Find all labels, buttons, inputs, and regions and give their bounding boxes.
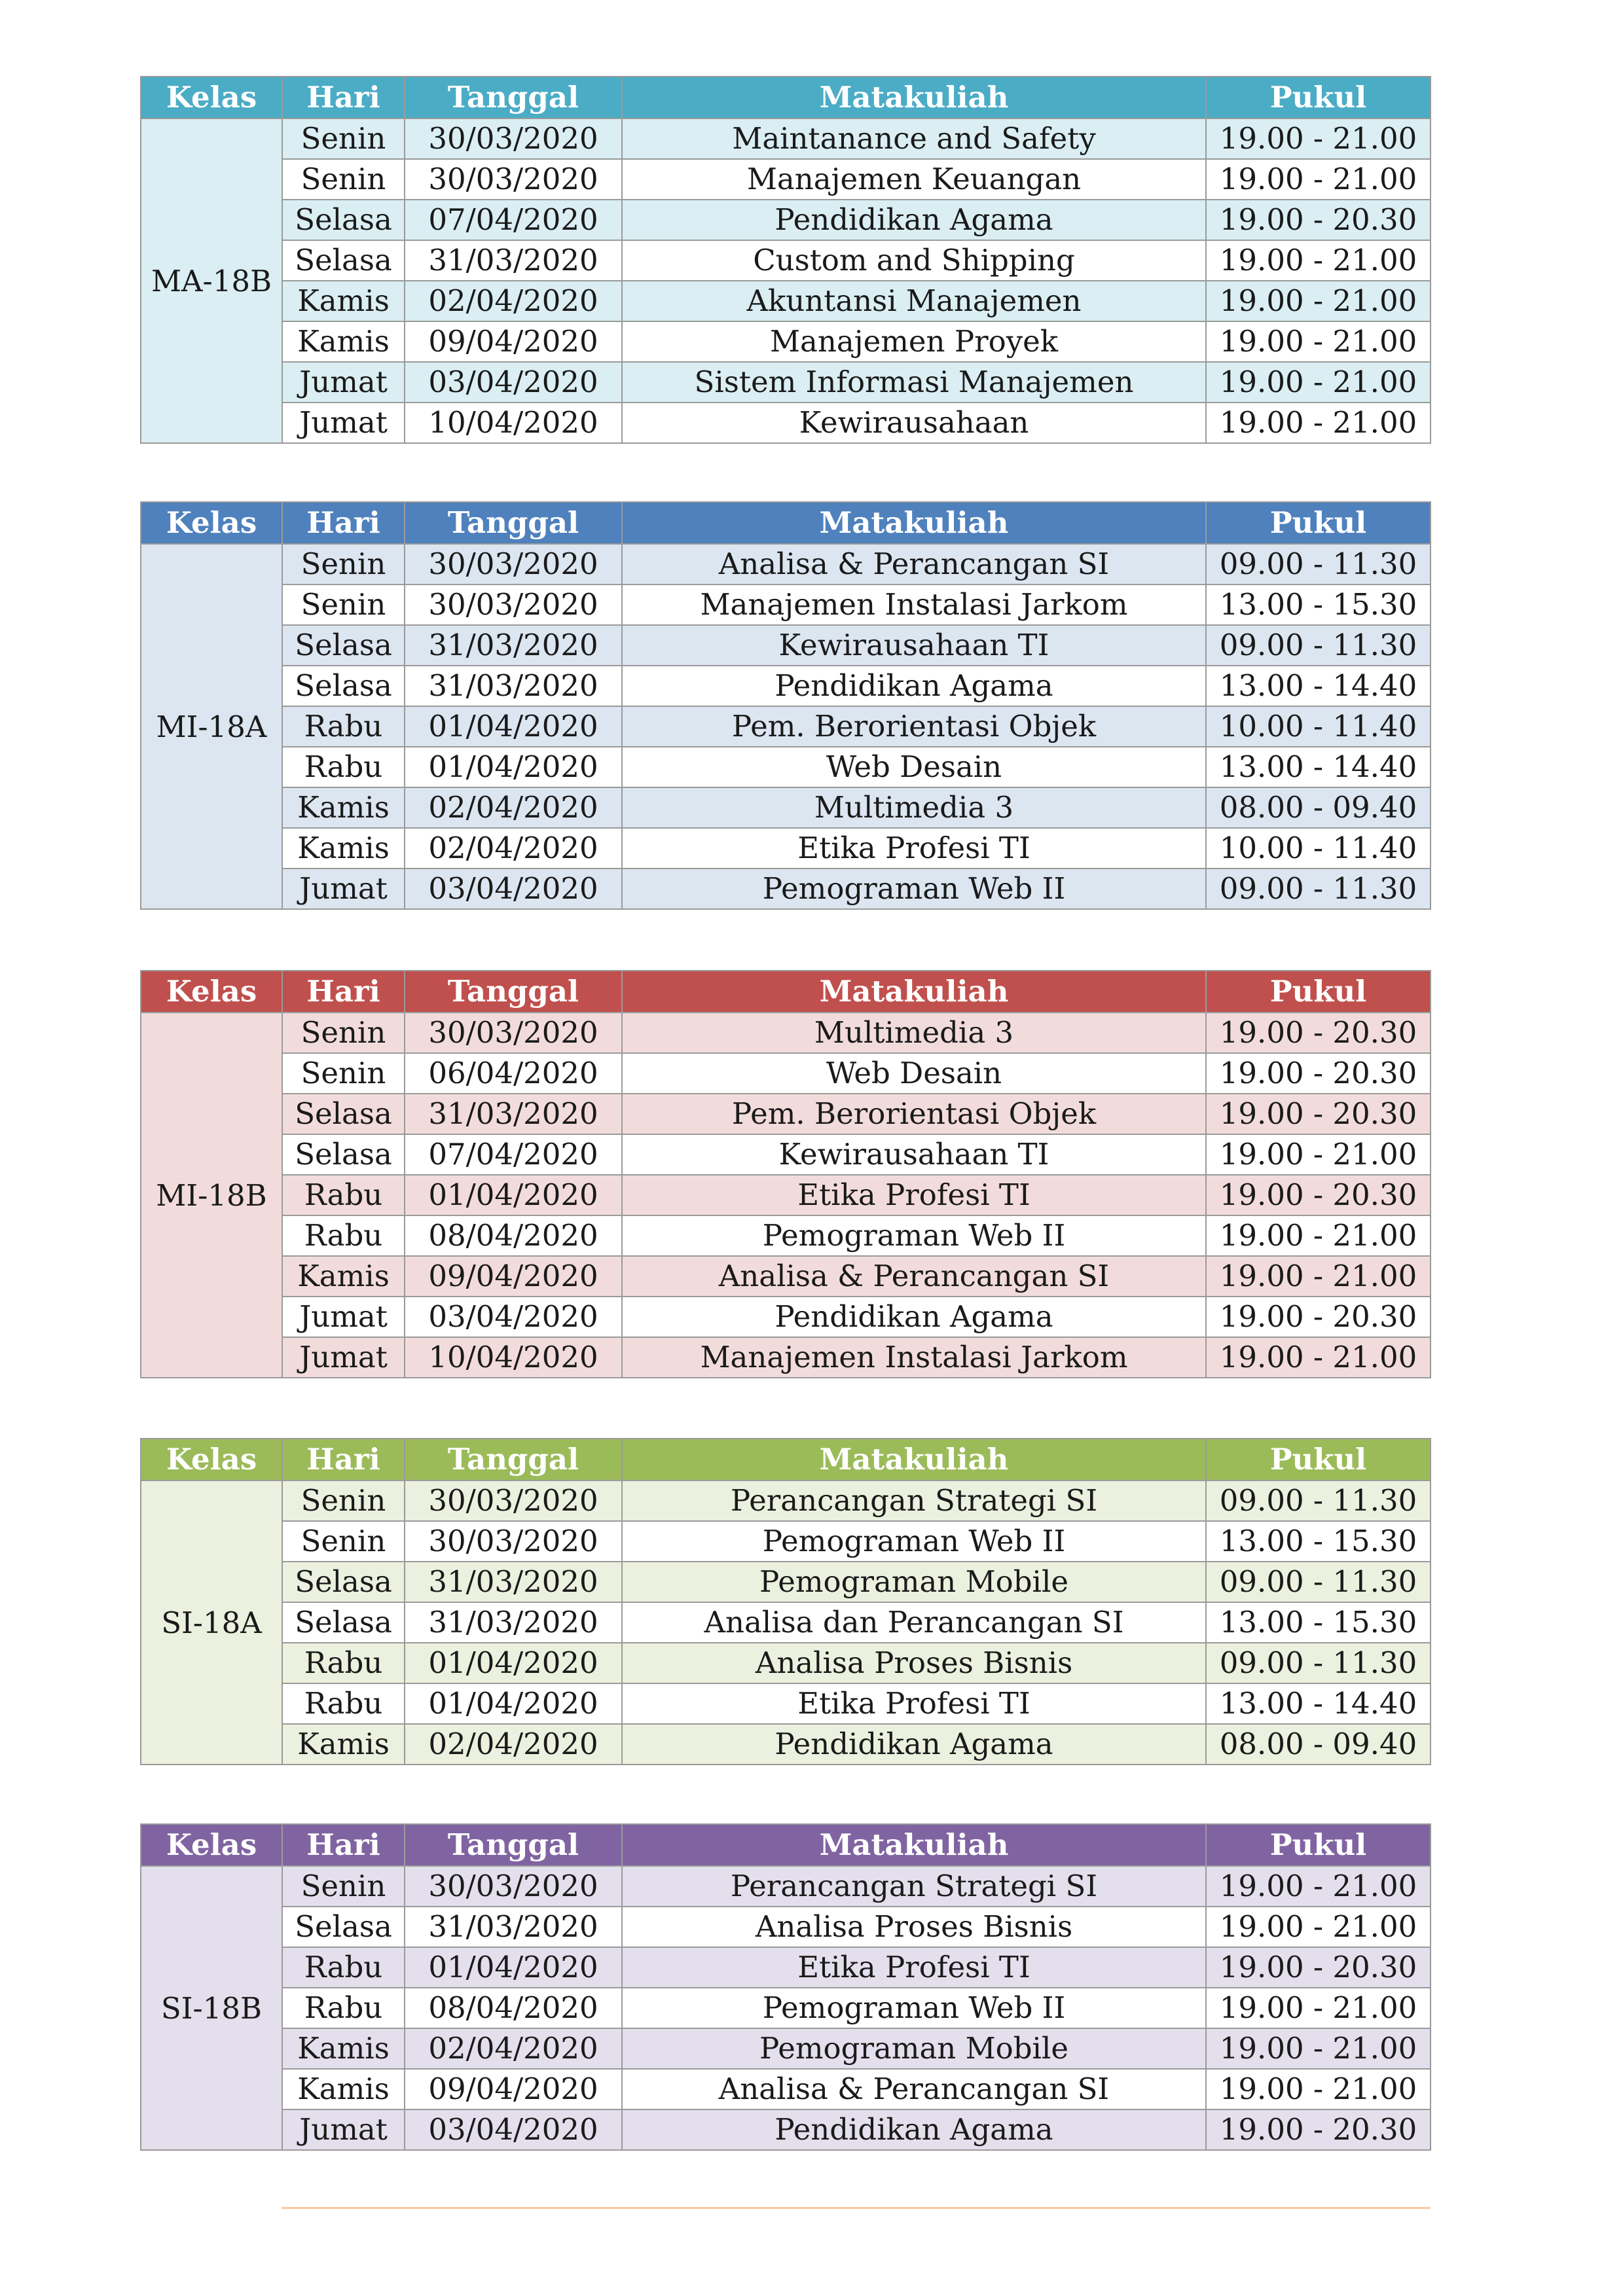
tanggal-cell: 30/03/2020	[405, 584, 622, 625]
column-header-pukul: Pukul	[1206, 971, 1431, 1013]
table-row	[141, 1521, 1431, 1562]
table-row	[141, 1094, 1431, 1134]
hari-cell: Kamis	[282, 2069, 405, 2109]
pukul-cell: 19.00 - 20.30	[1206, 1053, 1431, 1094]
hari-cell: Selasa	[282, 240, 405, 281]
schedule-table-si-18b	[140, 1823, 1431, 2151]
schedule-table-si-18a	[140, 1438, 1431, 1765]
matakuliah-cell: Analisa & Perancangan SI	[622, 2069, 1206, 2109]
pukul-cell: 19.00 - 21.00	[1206, 2028, 1431, 2069]
hari-cell: Rabu	[282, 1175, 405, 1215]
hari-cell: Senin	[282, 1480, 405, 1521]
tanggal-cell: 02/04/2020	[405, 828, 622, 869]
table-row	[141, 118, 1431, 159]
matakuliah-cell: Pendidikan Agama	[622, 1724, 1206, 1765]
table-row	[141, 1907, 1431, 1947]
pukul-cell: 19.00 - 21.00	[1206, 159, 1431, 200]
hari-cell: Senin	[282, 159, 405, 200]
hari-cell: Kamis	[282, 787, 405, 828]
pukul-cell: 13.00 - 15.30	[1206, 1521, 1431, 1562]
pukul-cell: 09.00 - 11.30	[1206, 1643, 1431, 1683]
matakuliah-cell: Pemograman Web II	[622, 1988, 1206, 2028]
pukul-cell: 19.00 - 21.00	[1206, 1337, 1431, 1378]
pukul-cell: 19.00 - 20.30	[1206, 2109, 1431, 2150]
pukul-cell: 19.00 - 21.00	[1206, 1907, 1431, 1947]
table-row	[141, 1988, 1431, 2028]
hari-cell: Kamis	[282, 1256, 405, 1297]
matakuliah-cell: Etika Profesi TI	[622, 1175, 1206, 1215]
hari-cell: Rabu	[282, 747, 405, 787]
matakuliah-cell: Manajemen Proyek	[622, 321, 1206, 362]
hari-cell: Senin	[282, 1521, 405, 1562]
tanggal-cell: 01/04/2020	[405, 706, 622, 747]
hari-cell: Selasa	[282, 1907, 405, 1947]
tanggal-cell: 30/03/2020	[405, 1521, 622, 1562]
hari-cell: Kamis	[282, 828, 405, 869]
footer-divider	[282, 2207, 1431, 2209]
tanggal-cell: 30/03/2020	[405, 544, 622, 584]
table-row	[141, 240, 1431, 281]
pukul-cell: 19.00 - 20.30	[1206, 1013, 1431, 1053]
matakuliah-cell: Web Desain	[622, 747, 1206, 787]
pukul-cell: 19.00 - 21.00	[1206, 321, 1431, 362]
pukul-cell: 19.00 - 21.00	[1206, 1134, 1431, 1175]
tanggal-cell: 03/04/2020	[405, 1297, 622, 1337]
matakuliah-cell: Pemograman Web II	[622, 869, 1206, 909]
pukul-cell: 19.00 - 21.00	[1206, 403, 1431, 443]
matakuliah-cell: Pem. Berorientasi Objek	[622, 706, 1206, 747]
table-row	[141, 706, 1431, 747]
hari-cell: Jumat	[282, 2109, 405, 2150]
tanggal-cell: 02/04/2020	[405, 281, 622, 321]
matakuliah-cell: Pemograman Mobile	[622, 2028, 1206, 2069]
hari-cell: Jumat	[282, 403, 405, 443]
matakuliah-cell: Etika Profesi TI	[622, 1683, 1206, 1724]
hari-cell: Selasa	[282, 666, 405, 706]
table-row	[141, 1602, 1431, 1643]
tanggal-cell: 30/03/2020	[405, 159, 622, 200]
tanggal-cell: 08/04/2020	[405, 1988, 622, 2028]
column-header-matakuliah: Matakuliah	[622, 502, 1206, 544]
tanggal-cell: 01/04/2020	[405, 1643, 622, 1683]
hari-cell: Senin	[282, 1053, 405, 1094]
column-header-pukul: Pukul	[1206, 502, 1431, 544]
column-header-hari: Hari	[282, 971, 405, 1013]
pukul-cell: 19.00 - 21.00	[1206, 1256, 1431, 1297]
tanggal-cell: 02/04/2020	[405, 2028, 622, 2069]
table-row	[141, 1643, 1431, 1683]
matakuliah-cell: Kewirausahaan TI	[622, 1134, 1206, 1175]
table-row	[141, 321, 1431, 362]
schedule-table-ma-18b	[140, 76, 1431, 444]
pukul-cell: 13.00 - 15.30	[1206, 584, 1431, 625]
table-row	[141, 1866, 1431, 1907]
tanggal-cell: 01/04/2020	[405, 747, 622, 787]
matakuliah-cell: Custom and Shipping	[622, 240, 1206, 281]
pukul-cell: 19.00 - 21.00	[1206, 1866, 1431, 1907]
table-row	[141, 2028, 1431, 2069]
pukul-cell: 19.00 - 20.30	[1206, 1175, 1431, 1215]
table-row	[141, 1297, 1431, 1337]
column-header-kelas: Kelas	[141, 971, 282, 1013]
hari-cell: Rabu	[282, 1988, 405, 2028]
matakuliah-cell: Akuntansi Manajemen	[622, 281, 1206, 321]
tanggal-cell: 07/04/2020	[405, 200, 622, 240]
column-header-kelas: Kelas	[141, 502, 282, 544]
column-header-matakuliah: Matakuliah	[622, 1824, 1206, 1866]
pukul-cell: 19.00 - 20.30	[1206, 1947, 1431, 1988]
column-header-kelas: Kelas	[141, 1824, 282, 1866]
class-name: MA-18B	[141, 118, 282, 443]
hari-cell: Jumat	[282, 362, 405, 403]
hari-cell: Selasa	[282, 625, 405, 666]
pukul-cell: 10.00 - 11.40	[1206, 828, 1431, 869]
hari-cell: Kamis	[282, 1724, 405, 1765]
table-row	[141, 1013, 1431, 1053]
pukul-cell: 13.00 - 14.40	[1206, 1683, 1431, 1724]
table-row	[141, 2109, 1431, 2150]
matakuliah-cell: Pemograman Mobile	[622, 1562, 1206, 1602]
tanggal-cell: 09/04/2020	[405, 321, 622, 362]
pukul-cell: 19.00 - 21.00	[1206, 1215, 1431, 1256]
column-header-tanggal: Tanggal	[405, 77, 622, 118]
hari-cell: Rabu	[282, 706, 405, 747]
column-header-tanggal: Tanggal	[405, 502, 622, 544]
hari-cell: Rabu	[282, 1643, 405, 1683]
table-row	[141, 787, 1431, 828]
column-header-hari: Hari	[282, 1439, 405, 1480]
tanggal-cell: 01/04/2020	[405, 1175, 622, 1215]
pukul-cell: 09.00 - 11.30	[1206, 544, 1431, 584]
tanggal-cell: 07/04/2020	[405, 1134, 622, 1175]
tanggal-cell: 01/04/2020	[405, 1947, 622, 1988]
column-header-hari: Hari	[282, 77, 405, 118]
hari-cell: Selasa	[282, 1602, 405, 1643]
pukul-cell: 19.00 - 20.30	[1206, 200, 1431, 240]
column-header-kelas: Kelas	[141, 1439, 282, 1480]
tanggal-cell: 30/03/2020	[405, 1013, 622, 1053]
hari-cell: Senin	[282, 584, 405, 625]
pukul-cell: 09.00 - 11.30	[1206, 1480, 1431, 1521]
tanggal-cell: 31/03/2020	[405, 666, 622, 706]
table-row	[141, 362, 1431, 403]
tanggal-cell: 30/03/2020	[405, 1866, 622, 1907]
column-header-tanggal: Tanggal	[405, 1439, 622, 1480]
pukul-cell: 09.00 - 11.30	[1206, 625, 1431, 666]
pukul-cell: 19.00 - 21.00	[1206, 240, 1431, 281]
table-row	[141, 747, 1431, 787]
matakuliah-cell: Analisa & Perancangan SI	[622, 544, 1206, 584]
pukul-cell: 09.00 - 11.30	[1206, 869, 1431, 909]
table-row	[141, 1134, 1431, 1175]
tanggal-cell: 31/03/2020	[405, 1094, 622, 1134]
hari-cell: Jumat	[282, 869, 405, 909]
table-row	[141, 2069, 1431, 2109]
hari-cell: Senin	[282, 544, 405, 584]
matakuliah-cell: Multimedia 3	[622, 1013, 1206, 1053]
tanggal-cell: 08/04/2020	[405, 1215, 622, 1256]
column-header-hari: Hari	[282, 1824, 405, 1866]
table-row	[141, 403, 1431, 443]
matakuliah-cell: Perancangan Strategi SI	[622, 1480, 1206, 1521]
hari-cell: Rabu	[282, 1215, 405, 1256]
table-row	[141, 281, 1431, 321]
column-header-matakuliah: Matakuliah	[622, 971, 1206, 1013]
pukul-cell: 09.00 - 11.30	[1206, 1562, 1431, 1602]
table-row	[141, 584, 1431, 625]
pukul-cell: 19.00 - 21.00	[1206, 362, 1431, 403]
column-header-tanggal: Tanggal	[405, 971, 622, 1013]
tanggal-cell: 09/04/2020	[405, 1256, 622, 1297]
column-header-tanggal: Tanggal	[405, 1824, 622, 1866]
table-row	[141, 544, 1431, 584]
tanggal-cell: 01/04/2020	[405, 1683, 622, 1724]
matakuliah-cell: Analisa dan Perancangan SI	[622, 1602, 1206, 1643]
matakuliah-cell: Perancangan Strategi SI	[622, 1866, 1206, 1907]
hari-cell: Selasa	[282, 1562, 405, 1602]
hari-cell: Selasa	[282, 200, 405, 240]
tanggal-cell: 03/04/2020	[405, 2109, 622, 2150]
table-row	[141, 869, 1431, 909]
table-row	[141, 1215, 1431, 1256]
matakuliah-cell: Sistem Informasi Manajemen	[622, 362, 1206, 403]
pukul-cell: 19.00 - 21.00	[1206, 1988, 1431, 2028]
class-name: MI-18B	[141, 1013, 282, 1378]
matakuliah-cell: Pendidikan Agama	[622, 200, 1206, 240]
tanggal-cell: 02/04/2020	[405, 1724, 622, 1765]
table-header-row	[141, 971, 1431, 1013]
matakuliah-cell: Web Desain	[622, 1053, 1206, 1094]
table-header-row	[141, 1824, 1431, 1866]
matakuliah-cell: Pendidikan Agama	[622, 1297, 1206, 1337]
hari-cell: Senin	[282, 1013, 405, 1053]
column-header-hari: Hari	[282, 502, 405, 544]
tanggal-cell: 10/04/2020	[405, 1337, 622, 1378]
tanggal-cell: 30/03/2020	[405, 1480, 622, 1521]
pukul-cell: 08.00 - 09.40	[1206, 787, 1431, 828]
tanggal-cell: 31/03/2020	[405, 1907, 622, 1947]
table-row	[141, 625, 1431, 666]
table-row	[141, 159, 1431, 200]
tanggal-cell: 31/03/2020	[405, 240, 622, 281]
matakuliah-cell: Manajemen Keuangan	[622, 159, 1206, 200]
class-name: MI-18A	[141, 544, 282, 909]
hari-cell: Rabu	[282, 1683, 405, 1724]
table-header-row	[141, 1439, 1431, 1480]
tanggal-cell: 10/04/2020	[405, 403, 622, 443]
hari-cell: Rabu	[282, 1947, 405, 1988]
hari-cell: Senin	[282, 1866, 405, 1907]
hari-cell: Selasa	[282, 1094, 405, 1134]
table-row	[141, 1683, 1431, 1724]
matakuliah-cell: Analisa Proses Bisnis	[622, 1907, 1206, 1947]
pukul-cell: 13.00 - 14.40	[1206, 666, 1431, 706]
pukul-cell: 19.00 - 21.00	[1206, 2069, 1431, 2109]
pukul-cell: 10.00 - 11.40	[1206, 706, 1431, 747]
matakuliah-cell: Pem. Berorientasi Objek	[622, 1094, 1206, 1134]
table-row	[141, 1256, 1431, 1297]
schedule-table-mi-18b	[140, 970, 1431, 1378]
table-header-row	[141, 502, 1431, 544]
column-header-matakuliah: Matakuliah	[622, 77, 1206, 118]
hari-cell: Jumat	[282, 1297, 405, 1337]
table-row	[141, 828, 1431, 869]
matakuliah-cell: Pendidikan Agama	[622, 2109, 1206, 2150]
column-header-pukul: Pukul	[1206, 1439, 1431, 1480]
tanggal-cell: 02/04/2020	[405, 787, 622, 828]
table-row	[141, 1724, 1431, 1765]
matakuliah-cell: Analisa Proses Bisnis	[622, 1643, 1206, 1683]
class-name: SI-18A	[141, 1480, 282, 1765]
hari-cell: Kamis	[282, 281, 405, 321]
matakuliah-cell: Analisa & Perancangan SI	[622, 1256, 1206, 1297]
hari-cell: Jumat	[282, 1337, 405, 1378]
table-row	[141, 200, 1431, 240]
table-row	[141, 1947, 1431, 1988]
tanggal-cell: 30/03/2020	[405, 118, 622, 159]
table-row	[141, 1175, 1431, 1215]
table-row	[141, 1337, 1431, 1378]
pukul-cell: 08.00 - 09.40	[1206, 1724, 1431, 1765]
matakuliah-cell: Etika Profesi TI	[622, 1947, 1206, 1988]
matakuliah-cell: Maintanance and Safety	[622, 118, 1206, 159]
table-row	[141, 1480, 1431, 1521]
matakuliah-cell: Kewirausahaan TI	[622, 625, 1206, 666]
tanggal-cell: 03/04/2020	[405, 869, 622, 909]
pukul-cell: 19.00 - 20.30	[1206, 1297, 1431, 1337]
matakuliah-cell: Etika Profesi TI	[622, 828, 1206, 869]
table-row	[141, 666, 1431, 706]
pukul-cell: 13.00 - 15.30	[1206, 1602, 1431, 1643]
matakuliah-cell: Manajemen Instalasi Jarkom	[622, 1337, 1206, 1378]
tanggal-cell: 09/04/2020	[405, 2069, 622, 2109]
matakuliah-cell: Pemograman Web II	[622, 1521, 1206, 1562]
table-row	[141, 1562, 1431, 1602]
tanggal-cell: 31/03/2020	[405, 625, 622, 666]
matakuliah-cell: Kewirausahaan	[622, 403, 1206, 443]
pukul-cell: 19.00 - 21.00	[1206, 281, 1431, 321]
hari-cell: Kamis	[282, 2028, 405, 2069]
matakuliah-cell: Pemograman Web II	[622, 1215, 1206, 1256]
hari-cell: Senin	[282, 118, 405, 159]
schedule-table-mi-18a	[140, 501, 1431, 910]
pukul-cell: 13.00 - 14.40	[1206, 747, 1431, 787]
tanggal-cell: 06/04/2020	[405, 1053, 622, 1094]
hari-cell: Selasa	[282, 1134, 405, 1175]
pukul-cell: 19.00 - 20.30	[1206, 1094, 1431, 1134]
column-header-kelas: Kelas	[141, 77, 282, 118]
matakuliah-cell: Pendidikan Agama	[622, 666, 1206, 706]
tanggal-cell: 31/03/2020	[405, 1602, 622, 1643]
table-header-row	[141, 77, 1431, 118]
matakuliah-cell: Manajemen Instalasi Jarkom	[622, 584, 1206, 625]
column-header-pukul: Pukul	[1206, 77, 1431, 118]
column-header-pukul: Pukul	[1206, 1824, 1431, 1866]
tanggal-cell: 31/03/2020	[405, 1562, 622, 1602]
pukul-cell: 19.00 - 21.00	[1206, 118, 1431, 159]
column-header-matakuliah: Matakuliah	[622, 1439, 1206, 1480]
class-name: SI-18B	[141, 1866, 282, 2150]
matakuliah-cell: Multimedia 3	[622, 787, 1206, 828]
hari-cell: Kamis	[282, 321, 405, 362]
table-row	[141, 1053, 1431, 1094]
tanggal-cell: 03/04/2020	[405, 362, 622, 403]
